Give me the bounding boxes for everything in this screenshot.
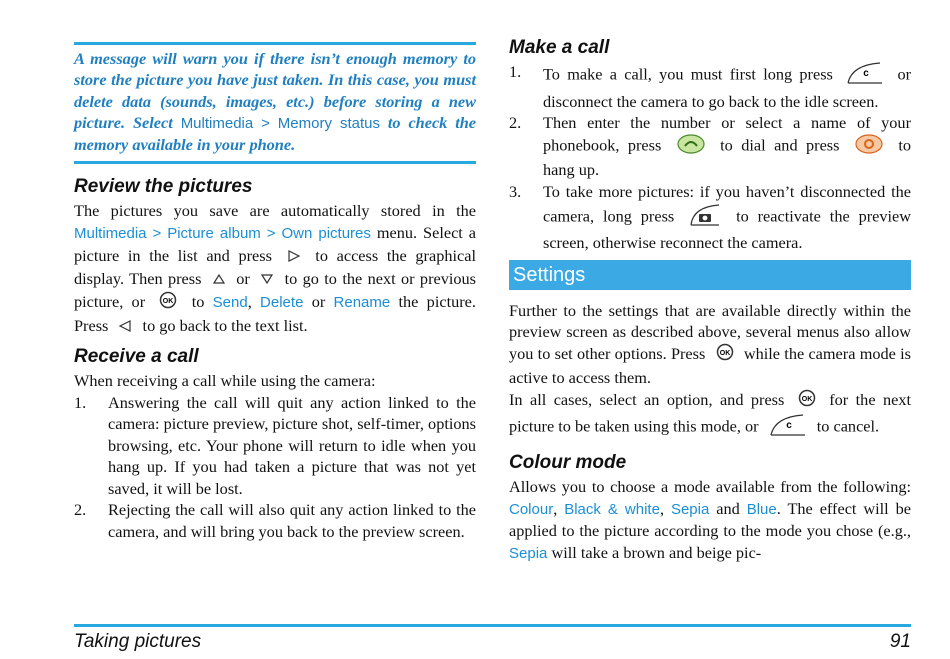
option-colour: Colour bbox=[509, 500, 554, 518]
option-send: Send bbox=[212, 293, 248, 311]
review-paragraph bbox=[74, 200, 476, 337]
down-key-icon bbox=[261, 269, 273, 291]
menu-separator: > bbox=[152, 225, 162, 243]
call-key-icon bbox=[676, 134, 706, 160]
settings-text-4: for the next picture to be taken using this mode, or bbox=[509, 389, 912, 436]
make-call-heading: Make a call bbox=[509, 37, 610, 58]
item-text-end: to reactivate the preview screen, otherwise reconnect the camera. bbox=[543, 206, 912, 253]
colour-mode-heading: Colour mode bbox=[509, 452, 627, 474]
settings-text-5: to cancel. bbox=[816, 416, 880, 436]
receive-list bbox=[74, 392, 476, 543]
item-number: 1. bbox=[74, 392, 87, 412]
memory-warning-note bbox=[74, 48, 476, 155]
mms-camera-key-icon bbox=[689, 203, 721, 233]
review-text-to: to bbox=[191, 291, 205, 311]
review-text-or2: or bbox=[311, 291, 326, 311]
hangup-key-icon bbox=[854, 134, 884, 160]
list-item bbox=[509, 61, 911, 112]
note-text-end: to check the memory available in your phone. bbox=[74, 112, 477, 155]
item-text: Then enter the number or select a name of your phonebook, press bbox=[543, 113, 911, 155]
footer-rule bbox=[74, 624, 911, 627]
item-text-end: to hang up. bbox=[543, 135, 911, 180]
item-text: Answering the call will quit any action linked to the camera: picture preview, picture shot, self-timer, options browsing, etc. Your phone will return to idle when you hang up. If you had taken a picture that was not yet saved, it will be lost. bbox=[108, 392, 476, 498]
up-key-icon bbox=[213, 269, 225, 291]
settings-banner: Settings bbox=[509, 260, 911, 290]
item-number: 2. bbox=[509, 113, 522, 133]
menu-multimedia: Multimedia bbox=[180, 114, 254, 132]
item-number: 1. bbox=[509, 62, 522, 81]
review-text-2: menu. Select a picture in the list and press bbox=[74, 223, 476, 265]
option-black-white: Black & white bbox=[564, 500, 660, 518]
svg-text:OK: OK bbox=[801, 396, 813, 404]
review-text-5: the picture. Press bbox=[74, 291, 476, 335]
clear-key-icon bbox=[846, 61, 884, 91]
note-top-rule bbox=[74, 42, 476, 45]
right-key-icon bbox=[287, 246, 301, 268]
menu-separator: > bbox=[266, 225, 276, 243]
review-text-1: The pictures you save are automatically stored in the bbox=[74, 201, 476, 221]
menu-memory-status: Memory status bbox=[277, 114, 380, 132]
ok-key-icon bbox=[716, 343, 734, 367]
colour-text-2: . The effect will be applied to the picture according to the mode you chose (e.g., bbox=[509, 498, 911, 541]
colour-text-1: Allows you to choose a mode available from the following: bbox=[509, 477, 911, 497]
settings-text-2: while the camera mode is active to access them. bbox=[509, 343, 911, 387]
menu-own-pictures: Own pictures bbox=[281, 225, 371, 243]
item-number: 3. bbox=[509, 181, 522, 201]
colour-text-3: will take a brown and beige pic- bbox=[551, 543, 762, 563]
menu-multimedia: Multimedia bbox=[74, 225, 147, 243]
right-column bbox=[509, 0, 911, 565]
review-text-or: or bbox=[236, 268, 250, 288]
review-heading: Review the pictures bbox=[74, 176, 253, 198]
settings-paragraph-1 bbox=[509, 300, 911, 389]
item-text-mid: to dial and press bbox=[720, 135, 840, 155]
list-item bbox=[509, 112, 911, 181]
list-item bbox=[74, 392, 476, 500]
svg-text:c: c bbox=[785, 419, 792, 431]
settings-text-3: In all cases, select an option, and press bbox=[509, 389, 785, 409]
menu-picture-album: Picture album bbox=[167, 225, 261, 243]
item-text: To make a call, you must first long press bbox=[543, 64, 833, 84]
list-item bbox=[509, 181, 911, 254]
svg-text:OK: OK bbox=[163, 298, 174, 306]
svg-text:OK: OK bbox=[719, 350, 730, 358]
left-column bbox=[74, 0, 476, 543]
review-text-3: to access the graphical display. Then press bbox=[74, 245, 476, 288]
item-text-end: or disconnect the camera to go back to the idle screen. bbox=[543, 64, 911, 111]
settings-paragraph-2 bbox=[509, 389, 911, 443]
review-text-4: to go to the next or previous picture, or bbox=[74, 268, 477, 311]
option-sepia: Sepia bbox=[670, 500, 710, 518]
item-number: 2. bbox=[74, 500, 87, 520]
item-text: Rejecting the call will also quit any action linked to the camera, and will bring you back to the preview screen. bbox=[108, 500, 476, 542]
note-text: A message will warn you if there isn’t enough memory to store the picture you have just taken. In this case, you must delete data (sounds, images, etc.) before storing a new picture. Select bbox=[74, 49, 476, 132]
svg-text:c: c bbox=[863, 68, 869, 79]
option-rename: Rename bbox=[333, 293, 391, 311]
item-text: To take more pictures: if you haven’t disconnected the camera, long press bbox=[543, 181, 911, 226]
left-key-icon bbox=[118, 316, 132, 338]
settings-text-1: Further to the settings that are available directly within the preview screen as described above, several menus also allow you to set other options. Press bbox=[509, 300, 911, 363]
review-text-6: to go back to the text list. bbox=[142, 315, 308, 335]
option-delete: Delete bbox=[260, 293, 304, 311]
colour-text-and: and bbox=[716, 498, 740, 518]
option-blue: Blue bbox=[746, 500, 777, 518]
make-call-list bbox=[509, 61, 911, 254]
note-bottom-rule bbox=[74, 161, 476, 164]
list-item bbox=[74, 499, 476, 542]
colour-mode-paragraph: Allows you to choose a mode available from the following: Colour, Black & white, Sepia and Blue. The effect will be applied to the picture according to the mode you chose (e.g., Sepia will take a brown and beige pic- bbox=[509, 477, 911, 563]
footer-section-title: Taking pictures bbox=[74, 631, 202, 652]
comma: , bbox=[247, 291, 252, 311]
menu-separator: > bbox=[261, 114, 270, 132]
page-number: 91 bbox=[889, 631, 911, 652]
receive-heading: Receive a call bbox=[74, 345, 199, 367]
receive-intro: When receiving a call while using the camera: bbox=[74, 370, 376, 390]
option-sepia-example: Sepia bbox=[509, 545, 548, 563]
ok-key-icon bbox=[798, 389, 816, 413]
clear-key-icon bbox=[769, 413, 807, 443]
ok-key-icon bbox=[159, 291, 177, 315]
